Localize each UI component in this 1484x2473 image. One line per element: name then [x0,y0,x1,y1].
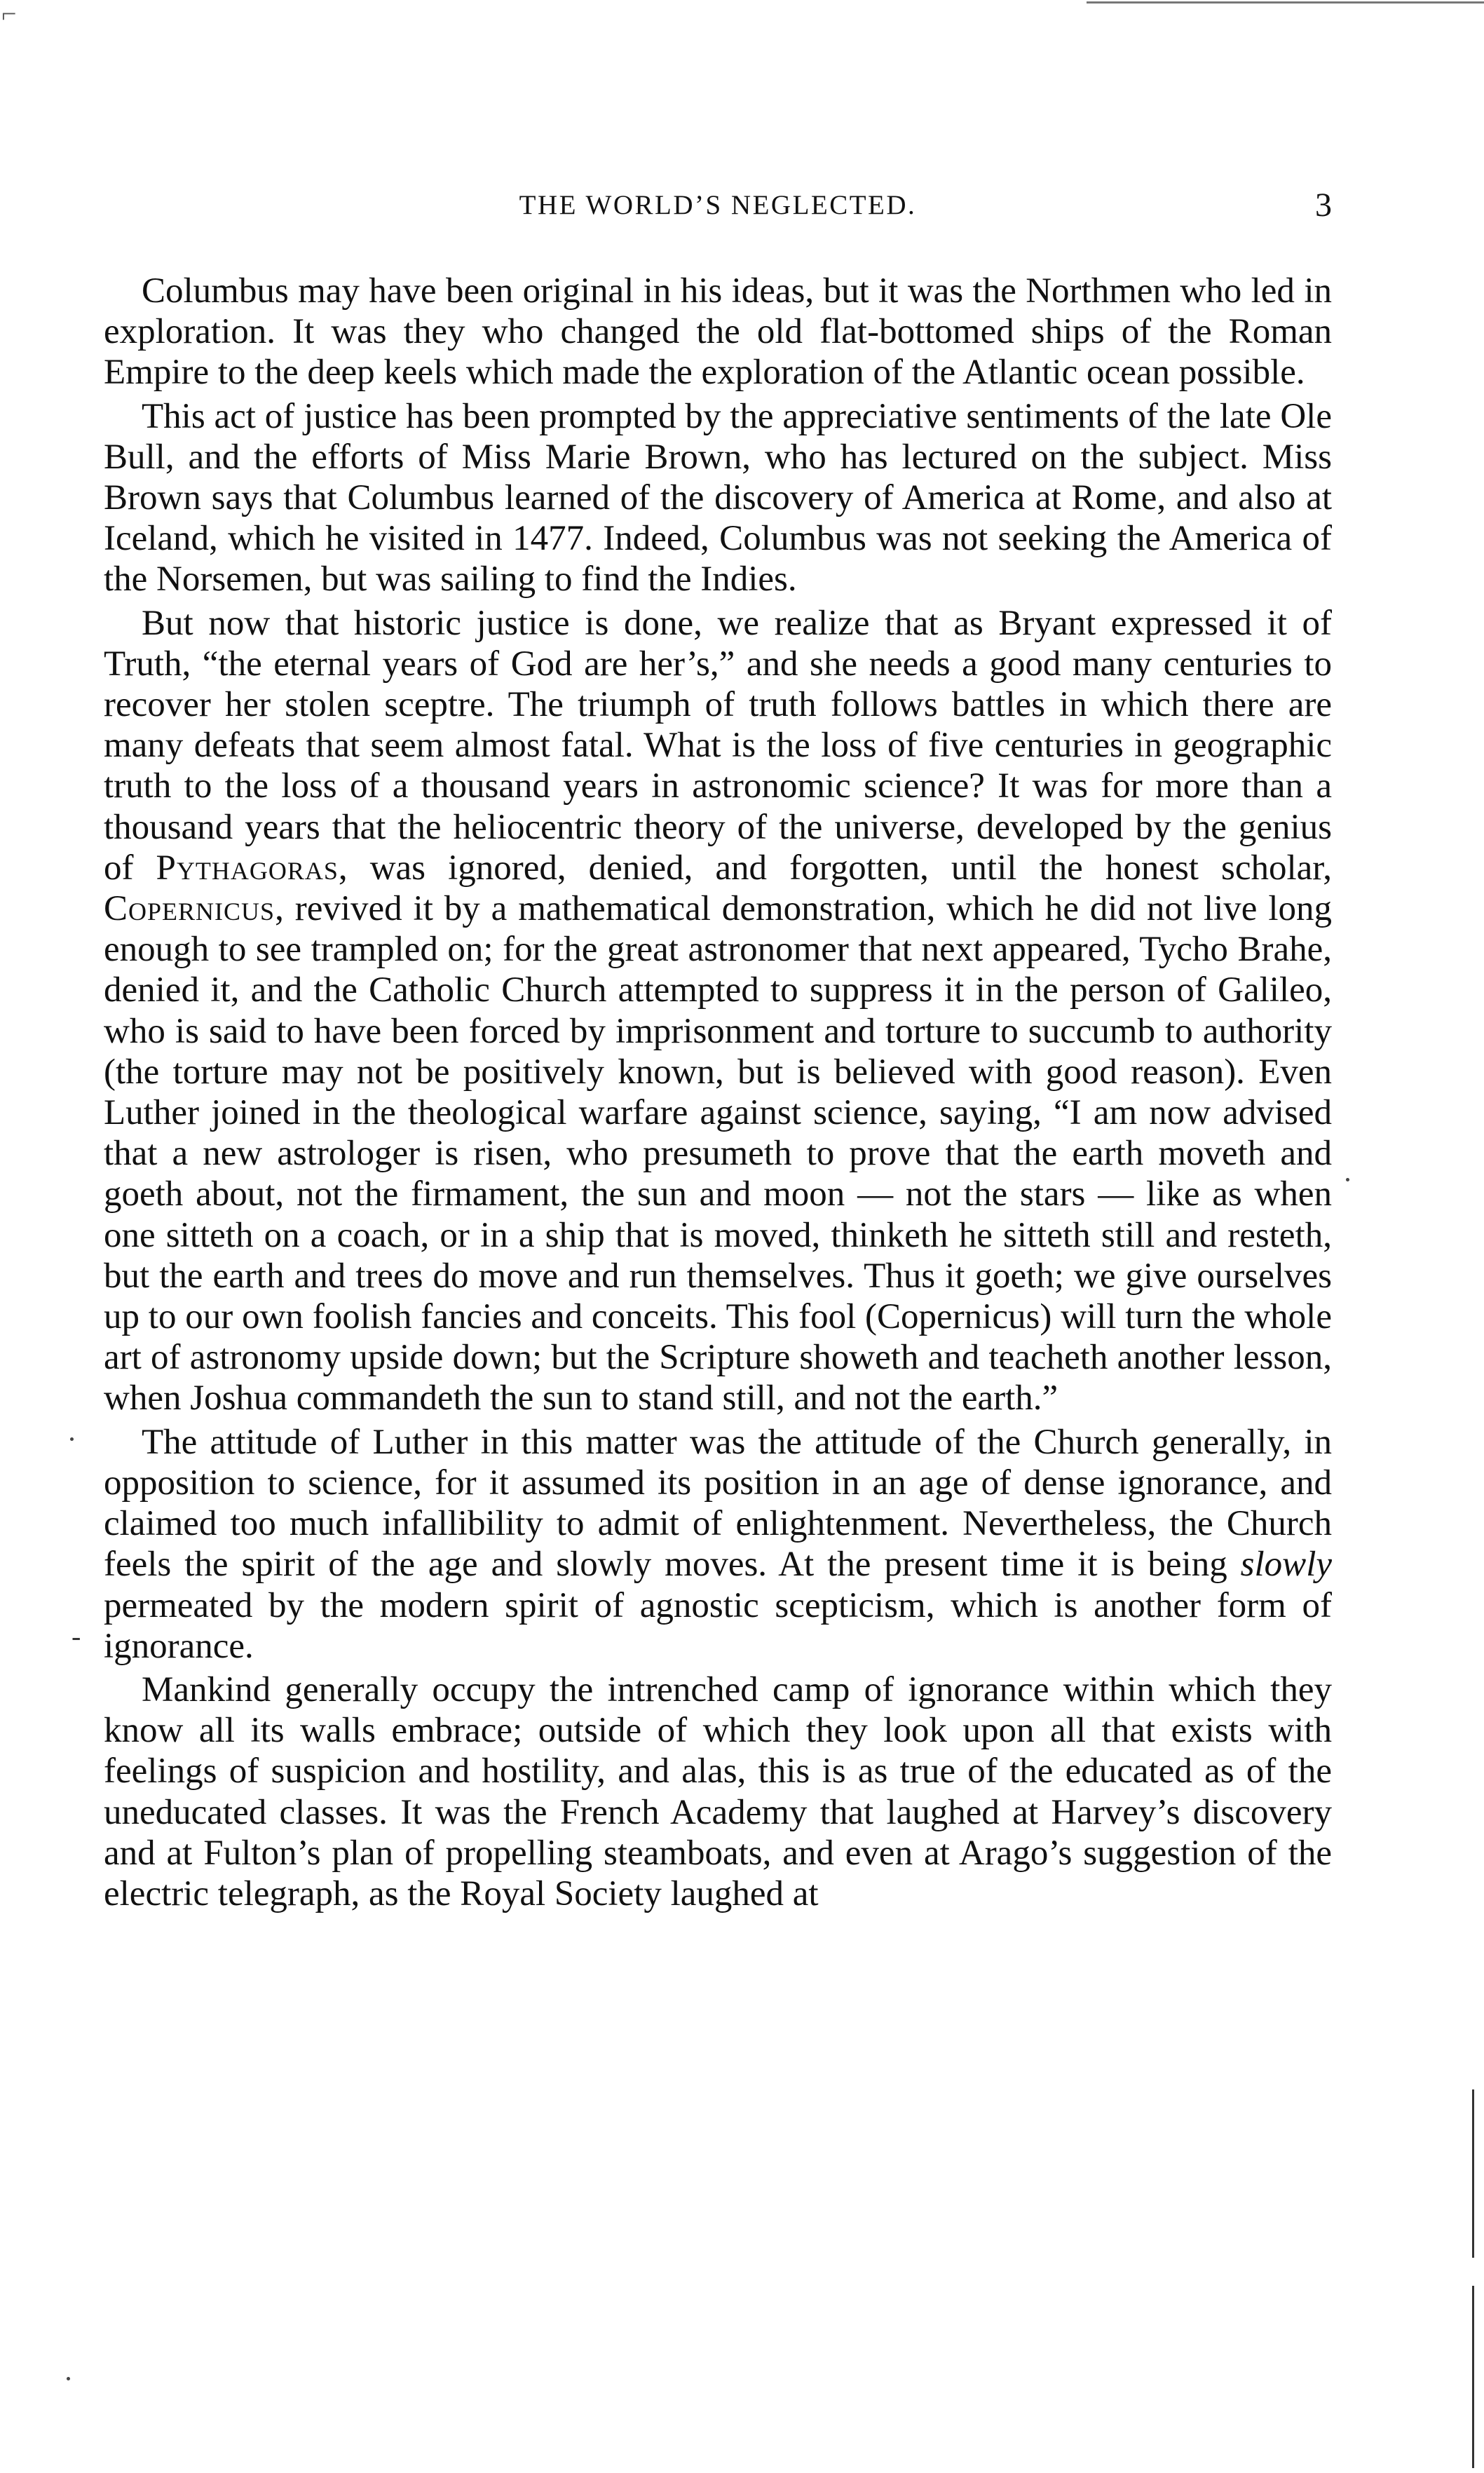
margin-dash-mark: - [72,1620,81,1652]
name-pythagoras: Pythagoras [156,848,339,888]
text-segment: Mankind generally occupy the intrenched camp of ignorance within which they know all its walls embrace; outside of which they look upon all that exists with feelings of suspicion and hostility, and alas, this is as true of the educated as of the uneducated classes. It was the French Academy that laughed at Harvey’s discovery and at Fulton’s plan of propelling steamboats, and even at Arago’s suggestion of the electric telegraph, as the Royal Society laughed at [104,1669,1332,1913]
paragraph-act-of-justice [104,396,1332,600]
paragraph-historic-justice [104,603,1332,1419]
paragraph-columbus-northmen [104,271,1332,393]
text-segment: permeated by the modern spirit of agnostic scepticism, which is another form of ignorance. [104,1585,1332,1666]
text-segment: The attitude of Luther in this matter was the attitude of the Church generally, in opposition to science, for it assumed its position in an age of dense ignorance, and claimed too much infallibility to admit of enlightenment. Nevertheless, the Church feels the spirit of the age and slowly moves. At the present time it is being [104,1422,1332,1585]
scan-edge-line [1472,2286,1474,2468]
margin-speck [67,2377,70,2380]
text-segment: , revived it by a mathematical demonstration, which he did not live long enough to see trampled on; for the great astronomer that next appeared, Tycho Brahe, denied it, and the Catholic Church attempted to suppress it in the person of Galileo, who is said to have been forced by imprisonment and torture to succumb to authority (the torture may not be positively known, but is believed with good reason). Even Luther joined in the theological warfare against science, saying, “I am now advised that a new astrologer is risen, who presumeth to prove that the earth moveth and goeth about, not the firmament, the sun and moon — not the stars — like as when one sitteth on a coach, or in a ship that is moved, thinketh he sitteth still and resteth, but the earth and trees do move and run themselves. Thus it goeth; we give ourselves up to our own foolish fancies and conceits. This fool (Copernicus) will turn the whole art of astronomy upside down; but the Scripture showeth and teacheth another lesson, when Joshua commandeth the sun to stand still, and not the earth.” [104,889,1332,1418]
text-segment: This act of justice has been prompted by the appreciative sentiments of the late Ole Bull, and the efforts of Miss Marie Brown, who has lectured on the subject. Miss Brown says that Columbus learned of the discovery of America at Rome, and also at Iceland, which he visited in 1477. Indeed, Columbus was not seeking the America of the Norsemen, but was sailing to find the Indies. [104,396,1332,599]
body-text [104,271,1332,1914]
running-head: THE WORLD’S NEGLECTED. [519,190,917,220]
corner-scan-mark: ⌐ [1,0,17,29]
margin-speck [70,1437,74,1441]
page-number: 3 [1315,187,1332,224]
scan-edge-line [1472,2089,1474,2258]
emphasis-slowly: slowly [1240,1545,1332,1585]
paragraph-attitude-of-luther [104,1422,1332,1667]
margin-speck [1346,1178,1349,1181]
page-header [104,181,1332,230]
name-copernicus: Copernicus [104,889,275,929]
text-segment: But now that historic justice is done, we realize that as Bryant expressed it of Truth, “the eternal years of God are her’s,” and she needs a good many centuries to recover her stolen sceptre. The triumph of truth follows battles in which there are many defeats that seem almost fatal. What is the loss of five centuries in geographic truth to the loss of a thousand years in astronomic science? It was for more than a thousand years that the heliocentric theory of the universe, developed by the genius of [104,603,1332,888]
text-segment: , was ignored, denied, and forgotten, until the honest scholar, [338,848,1332,888]
top-border-rule [1087,1,1484,4]
paragraph-mankind-ignorance [104,1669,1332,1914]
text-segment: Columbus may have been original in his ideas, but it was the Northmen who led in exploration. It was they who changed the old flat-bottomed ships of the Roman Empire to the deep keels which made the exploration of the Atlantic ocean possible. [104,271,1332,393]
